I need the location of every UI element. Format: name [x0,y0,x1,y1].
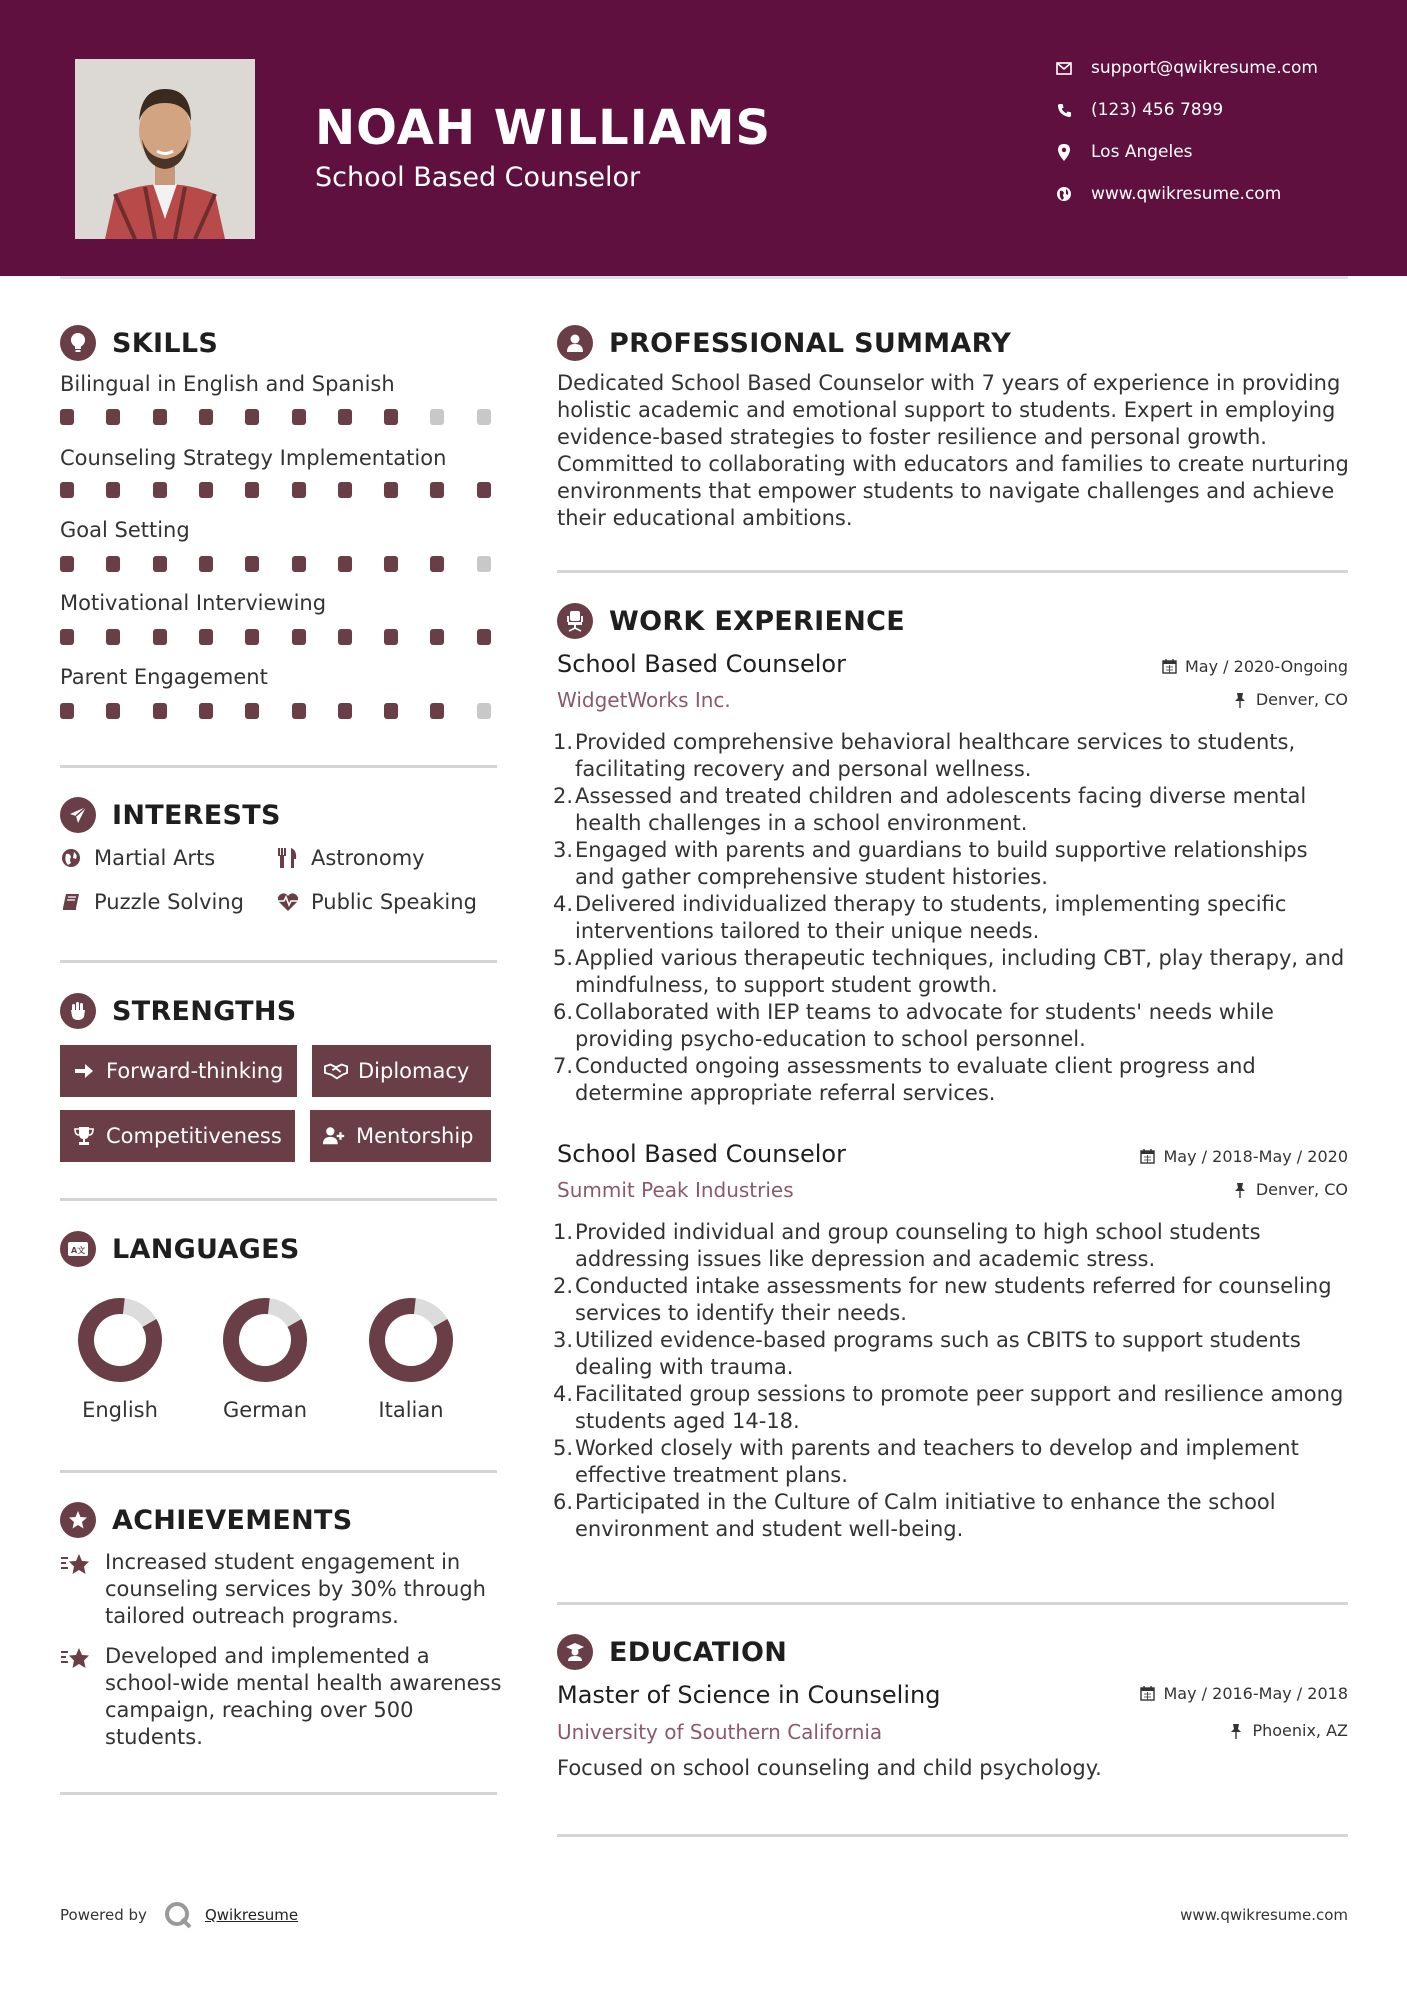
graduate-icon [557,1634,593,1670]
section-divider [60,1198,497,1201]
skill-dot-empty [477,556,491,572]
star-badge-icon [60,1502,96,1538]
language-ring [215,1290,315,1390]
summary-heading: PROFESSIONAL SUMMARY [557,325,1011,361]
job-bullet: 2. Assessed and treated children and adolescents facing diverse mental health challenges in a school environment. [553,784,1307,835]
skill-dot-filled [384,629,398,645]
skill-name: Counseling Strategy Implementation [60,446,447,470]
globe-icon [60,847,82,869]
candidate-name: NOAH WILLIAMS [315,100,772,156]
heartbeat-icon [277,891,299,913]
language-icon [60,1231,96,1267]
svg-text:A文: A文 [71,1246,86,1255]
interest-item: Astronomy [277,846,425,870]
powered-by-label: Powered by [60,1906,147,1924]
summary-text: Dedicated School Based Counselor with 7 years of experience in providing holistic academic and emotional support to students. Expert in employing evidence-based strategies to foster resilience and personal growth. Committed to collaborating with educators and families to create nurturing environments that empower students to navigate challenges and achieve their educational ambitions. [557,371,1349,530]
section-divider [557,570,1348,573]
job-location: Denver, CO [1232,690,1348,709]
qwikresume-link[interactable]: Qwikresume [204,1906,299,1924]
skill-dot-filled [292,409,306,425]
skill-dot-filled [106,703,120,719]
globe-icon [1055,185,1073,203]
paper-plane-icon [60,797,96,833]
education-heading: EDUCATION [557,1634,787,1670]
job-bullet: 5. Applied various therapeutic techniques, including CBT, play therapy, and mindfulness, to support student growth. [553,946,1345,997]
skill-dot-empty [477,409,491,425]
phone-icon [1055,101,1073,119]
company-name: Summit Peak Industries [557,1178,794,1202]
skill-dot-filled [60,556,74,572]
skill-dot-filled [384,556,398,572]
skill-rating [60,482,497,498]
job-bullet: 2. Conducted intake assessments for new students referred for counseling services to identify their needs. [553,1274,1332,1325]
skill-dot-filled [60,629,74,645]
pushpin-icon [1228,1723,1244,1739]
job-date: May / 2020-Ongoing [1161,657,1348,676]
strength-tag: Mentorship [310,1110,491,1162]
pushpin-icon [1232,1182,1248,1198]
language-label: German [222,1398,308,1422]
envelope-icon [1055,59,1073,77]
skill-dot-filled [245,556,259,572]
achievement-item: Developed and implemented a school-wide mental health awareness campaign, reaching over 500 students. [60,1643,497,1758]
header-divider [60,276,1348,279]
star-icon [60,1553,90,1577]
skill-dot-filled [338,629,352,645]
language-item [70,1290,170,1422]
job-date: May / 2018-May / 2020 [1140,1147,1349,1166]
skill-dot-filled [430,556,444,572]
job-bullet: 3. Engaged with parents and guardians to build supportive relationships and gather comprehensive student histories. [553,838,1308,889]
skill-rating [60,409,497,425]
footer-branding [60,1900,298,1930]
skill-rating [60,629,497,645]
strength-tag: Diplomacy [312,1045,491,1097]
language-item [215,1290,315,1422]
languages-heading: A文 LANGUAGES [60,1231,300,1267]
qwikresume-logo-icon [163,1900,193,1930]
school-name: University of Southern California [557,1720,883,1744]
book-icon [60,891,82,913]
skill-dot-filled [384,703,398,719]
skill-dot-filled [430,629,444,645]
ring-fill [365,1294,458,1387]
skill-dot-filled [106,482,120,498]
skill-dot-filled [384,482,398,498]
handshake-icon [324,1059,348,1083]
achievements-heading: ACHIEVEMENTS [60,1502,353,1538]
skill-dot-filled [292,629,306,645]
ring-fill [219,1294,312,1387]
section-divider [557,1834,1348,1837]
skill-dot-filled [292,482,306,498]
contact-website[interactable]: www.qwikresume.com [1055,182,1281,206]
skill-rating [60,703,497,719]
skill-dot-filled [292,703,306,719]
trophy-icon [72,1124,96,1148]
skill-dot-filled [153,703,167,719]
skill-dot-filled [245,629,259,645]
job-bullets [553,729,1353,1107]
interest-item: Puzzle Solving [60,890,244,914]
job-bullet: 4. Delivered individualized therapy to students, implementing specific interventions tailored to their unique needs. [553,892,1287,943]
job-bullets [553,1219,1353,1543]
skill-dot-filled [430,482,444,498]
skill-name: Parent Engagement [60,665,268,689]
job-title: School Based Counselor [557,1140,846,1168]
degree-title: Master of Science in Counseling [557,1681,941,1709]
utensils-icon [277,847,299,869]
skill-dot-filled [106,409,120,425]
skill-dot-filled [60,482,74,498]
star-icon [60,1647,90,1671]
skill-dot-filled [430,703,444,719]
lightbulb-icon [60,325,96,361]
skill-dot-filled [199,482,213,498]
hand-icon [60,993,96,1029]
skill-dot-empty [477,703,491,719]
job-bullet: 7. Conducted ongoing assessments to evaluate client progress and determine appropriate referral services. [553,1054,1256,1105]
job-bullet: 3. Utilized evidence-based programs such as CBITS to support students dealing with trauma. [553,1328,1301,1379]
skill-dot-filled [199,556,213,572]
language-label: Italian [378,1398,444,1422]
job-bullet: 4. Facilitated group sessions to promote peer support and resilience among students aged 14-18. [553,1382,1344,1433]
skill-dot-filled [245,482,259,498]
company-name: WidgetWorks Inc. [557,688,731,712]
strength-tag: Forward-thinking [60,1045,297,1097]
job-bullet: 1. Provided comprehensive behavioral healthcare services to students, facilitating recovery and personal wellness. [553,730,1296,781]
profile-photo [75,59,255,239]
skill-name: Bilingual in English and Spanish [60,372,395,396]
skill-dot-filled [338,482,352,498]
skill-dot-filled [245,409,259,425]
language-label: English [82,1398,158,1422]
skill-dot-filled [106,629,120,645]
skill-dot-filled [477,629,491,645]
job-bullet: 5. Worked closely with parents and teachers to develop and implement effective treatment plans. [553,1436,1299,1487]
strength-tag: Competitiveness [60,1110,295,1162]
section-divider [60,765,497,768]
skill-dot-filled [153,556,167,572]
skill-dot-filled [245,703,259,719]
skill-rating [60,556,497,572]
language-ring [70,1290,170,1390]
contact-phone[interactable]: (123) 456 7899 [1055,98,1223,122]
skill-name: Motivational Interviewing [60,591,327,615]
skill-dot-filled [153,409,167,425]
interest-item: Public Speaking [277,890,477,914]
calendar-icon [1161,659,1177,675]
skill-dot-filled [292,556,306,572]
language-ring [361,1290,461,1390]
skill-dot-empty [430,409,444,425]
skill-dot-filled [338,409,352,425]
candidate-title: School Based Counselor [315,162,641,193]
job-location: Denver, CO [1232,1180,1348,1199]
ring-fill [74,1294,167,1387]
skill-dot-filled [338,703,352,719]
skill-dot-filled [153,482,167,498]
section-divider [60,1792,497,1795]
interest-item: Martial Arts [60,846,215,870]
skill-dot-filled [60,703,74,719]
interests-heading: INTERESTS [60,797,281,833]
section-divider [60,1470,497,1473]
skill-dot-filled [106,556,120,572]
skills-heading: SKILLS [60,325,218,361]
job-bullet: 6. Collaborated with IEP teams to advocate for students' needs while providing psycho-education to school personnel. [553,1000,1274,1051]
job-bullet: 6. Participated in the Culture of Calm initiative to enhance the school environment and student well-being. [553,1490,1276,1541]
user-icon [557,325,593,361]
skill-dot-filled [477,482,491,498]
job-bullet: 1. Provided individual and group counseling to high school students addressing issues like depression and academic stress. [553,1220,1261,1271]
language-item [361,1290,461,1422]
skill-dot-filled [199,409,213,425]
pushpin-icon [1232,692,1248,708]
resume-header [0,0,1407,276]
skill-dot-filled [60,409,74,425]
section-divider [60,960,497,963]
education-location: Phoenix, AZ [1228,1721,1348,1740]
skill-dot-filled [199,629,213,645]
skill-dot-filled [338,556,352,572]
contact-location: Los Angeles [1055,140,1193,164]
education-description: Focused on school counseling and child psychology. [557,1756,1102,1780]
contact-email[interactable]: support@qwikresume.com [1055,56,1318,80]
strengths-heading: STRENGTHS [60,993,297,1029]
skill-dot-filled [153,629,167,645]
experience-heading: WORK EXPERIENCE [557,603,905,639]
user-plus-icon [322,1124,346,1148]
skill-dot-filled [199,703,213,719]
office-chair-icon [557,603,593,639]
section-divider [557,1602,1348,1605]
achievement-item: Increased student engagement in counseling services by 30% through tailored outreach programs. [60,1549,497,1639]
skill-dot-filled [384,409,398,425]
footer-website[interactable]: www.qwikresume.com [1180,1906,1348,1924]
calendar-icon [1140,1149,1156,1165]
job-title: School Based Counselor [557,650,846,678]
map-marker-icon [1055,143,1073,161]
arrow-right-icon [72,1059,96,1083]
calendar-icon [1140,1686,1156,1702]
education-date: May / 2016-May / 2018 [1140,1684,1349,1703]
skill-name: Goal Setting [60,518,190,542]
